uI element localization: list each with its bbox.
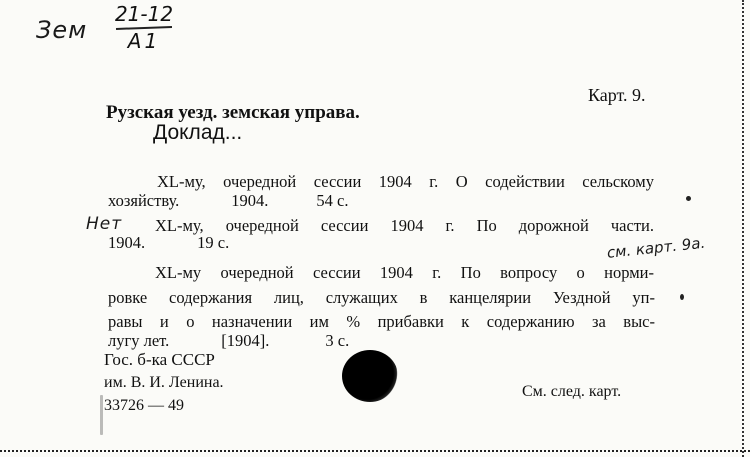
entry-1-subject-end: хозяйству. — [108, 191, 180, 210]
entry-2-line-2 — [108, 233, 229, 253]
entry-3-line-1: XL-му очередной сессии 1904 г. По вопросу о норми- — [155, 263, 654, 282]
entry-3-pages: 3 с. — [325, 331, 350, 350]
shelfmark-numerator: 21-12 — [114, 2, 174, 26]
entry-3-line-3: равы и о назначении им % прибавки к содержанию за выс- — [108, 312, 655, 331]
entry-2-pages: 19 с. — [197, 233, 230, 252]
entry-3-line-2: ровке содержания лиц, служащих в канцелярии Уездной уп- — [108, 288, 655, 307]
entry-1-year: 1904. — [231, 191, 269, 210]
entry-3-line-4 — [108, 331, 349, 351]
handwritten-cross-reference: см. карт. 9а. — [606, 233, 706, 262]
punch-hole — [342, 350, 398, 402]
entry-2-year: 1904. — [108, 233, 146, 252]
title-heading: Доклад... — [153, 121, 243, 144]
author-heading: Рузская уезд. земская управа. — [106, 102, 360, 123]
handwritten-margin-note: Нет — [86, 214, 123, 234]
library-name: Гос. б-ка СССР — [104, 350, 215, 369]
ink-speck — [680, 294, 684, 300]
entry-2-line-1: XL-му, очередной сессии 1904 г. По дорожной части. — [155, 216, 654, 235]
library-accession-number: 33726 — 49 — [104, 397, 184, 414]
handwritten-prefix: Зем — [36, 16, 88, 44]
card-number: Карт. 9. — [588, 85, 646, 105]
shelfmark-denominator: А1 — [127, 29, 161, 53]
handwritten-shelfmark — [112, 2, 176, 53]
ink-smudge — [100, 395, 103, 435]
entry-1-line-2 — [108, 191, 349, 211]
entry-3-year: [1904]. — [221, 331, 270, 350]
library-dedication: им. В. И. Ленина. — [104, 374, 224, 391]
entry-1-line-1: XL-му, очередной сессии 1904 г. О содействии сельскому — [157, 172, 654, 191]
entry-1-pages: 54 с. — [316, 191, 349, 210]
card-edge-right — [742, 0, 747, 457]
card-edge-bottom — [0, 450, 750, 455]
see-next-card: См. след. карт. — [522, 383, 622, 400]
entry-3-subject-end: лугу лет. — [108, 331, 170, 350]
ink-speck — [686, 196, 691, 201]
